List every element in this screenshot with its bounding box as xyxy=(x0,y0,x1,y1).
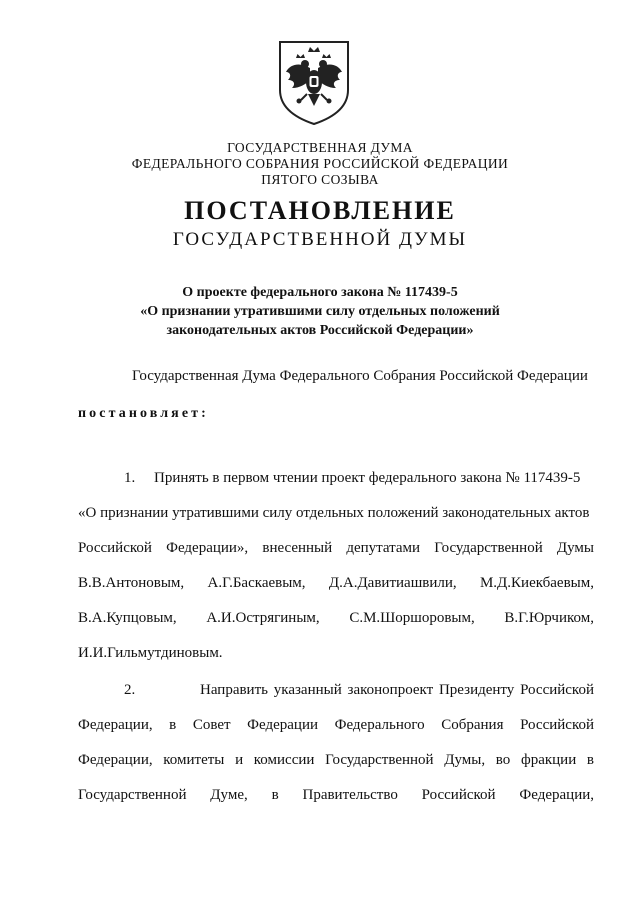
org-line: ГОСУДАРСТВЕННАЯ ДУМА xyxy=(227,140,413,155)
paragraph-text: Направить указанный законопроект Президенту Российской xyxy=(200,682,594,698)
coat-of-arms-icon xyxy=(274,38,354,126)
document-issuer: ГОСУДАРСТВЕННОЙ ДУМЫ xyxy=(172,229,468,250)
paragraph-line: В.В.Антоновым, А.Г.Баскаевым, Д.А.Давитиашвили, М.Д.Киекбаевым, xyxy=(78,575,594,591)
document-type-title: ПОСТАНОВЛЕНИЕ xyxy=(184,196,456,225)
paragraph-line xyxy=(78,468,594,503)
paragraph-line: Федерации, в Совет Федерации Федерального Собрания Российской xyxy=(78,717,594,733)
paragraph-line: И.И.Гильмутдиновым. xyxy=(78,645,223,661)
resolution-subject xyxy=(0,283,640,340)
paragraph-line: В.А.Купцовым, А.И.Острягиным, С.М.Шоршоровым, В.Г.Юрчиком, xyxy=(78,610,594,626)
paragraph-line: Федерации, комитеты и комиссии Государственной Думы, во фракции в xyxy=(78,752,594,768)
organization-header xyxy=(0,140,640,188)
subject-line: О проекте федерального закона № 117439-5 xyxy=(182,285,458,300)
paragraph-number: 2. xyxy=(124,682,136,698)
paragraph-line: Государственной Думе, в Правительство Российской Федерации, xyxy=(78,787,594,803)
decree-word: постановляет: xyxy=(78,406,209,421)
org-line: ПЯТОГО СОЗЫВА xyxy=(261,172,379,187)
paragraph-line: Российской Федерации», внесенный депутатами Государственной Думы xyxy=(78,540,594,556)
paragraph-number: 1. xyxy=(124,470,136,486)
subject-line: законодательных актов Российской Федерации» xyxy=(166,323,474,338)
paragraph-1 xyxy=(78,468,594,678)
org-line: ФЕДЕРАЛЬНОГО СОБРАНИЯ РОССИЙСКОЙ ФЕДЕРАЦИИ xyxy=(131,156,509,171)
paragraph-2 xyxy=(78,680,594,820)
subject-line: «О признании утратившими силу отдельных положений xyxy=(140,304,500,319)
paragraph-line: «О признании утратившими силу отдельных положений законодательных актов xyxy=(78,505,590,521)
intro-text: Государственная Дума Федерального Собрания Российской Федерации xyxy=(132,368,588,384)
paragraph-text: Принять в первом чтении проект федерального закона № 117439-5 xyxy=(154,470,581,486)
paragraph-line xyxy=(78,680,594,715)
